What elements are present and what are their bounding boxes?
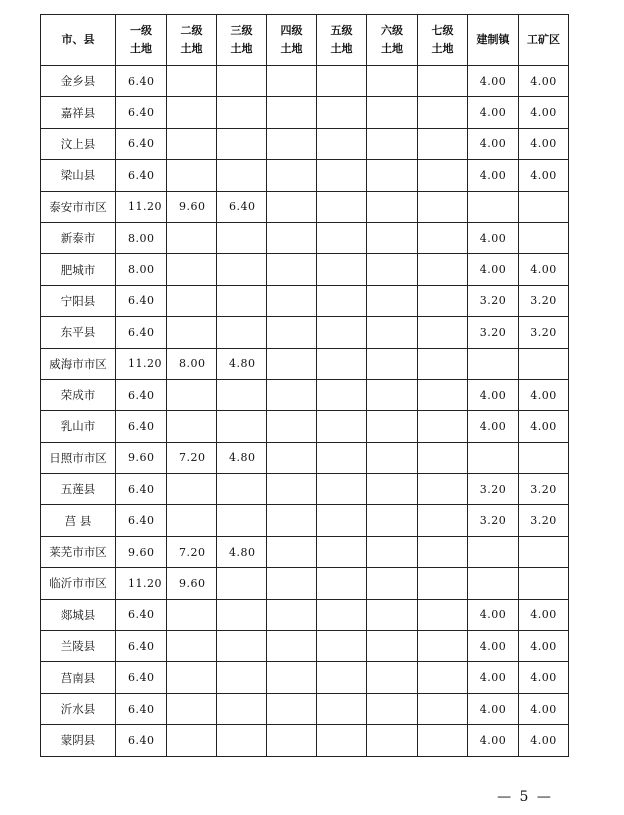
table-row	[41, 222, 569, 253]
level-7-rate-cell	[418, 160, 468, 191]
level-2-rate-cell	[167, 725, 217, 756]
level-1-rate-cell: 6.40	[116, 317, 167, 348]
level-5-rate-cell	[317, 693, 367, 724]
table-row	[41, 662, 569, 693]
level-1-rate-cell: 6.40	[116, 474, 167, 505]
level-1-rate-cell: 11.20	[116, 348, 167, 379]
level-5-rate-cell	[317, 66, 367, 97]
header-text-line-1: 五级	[330, 24, 353, 37]
region-cell: 梁山县	[41, 160, 116, 191]
level-2-rate-cell	[167, 97, 217, 128]
level-1-rate-cell: 6.40	[116, 505, 167, 536]
region-cell: 嘉祥县	[41, 97, 116, 128]
mining-rate-cell: 3.20	[519, 474, 569, 505]
town-rate-cell: 4.00	[468, 599, 519, 630]
region-cell: 荣成市	[41, 379, 116, 410]
header-town	[468, 15, 519, 66]
level-5-rate-cell	[317, 285, 367, 316]
level-6-rate-cell	[367, 599, 418, 630]
header-row	[41, 15, 569, 66]
level-2-rate-cell	[167, 128, 217, 159]
level-4-rate-cell	[267, 599, 317, 630]
table-row	[41, 536, 569, 567]
mining-rate-cell: 3.20	[519, 317, 569, 348]
level-6-rate-cell	[367, 160, 418, 191]
level-3-rate-cell	[217, 662, 267, 693]
level-7-rate-cell	[418, 128, 468, 159]
level-4-rate-cell	[267, 191, 317, 222]
level-4-rate-cell	[267, 411, 317, 442]
header-text-line-1: 二级	[180, 24, 203, 37]
level-4-rate-cell	[267, 505, 317, 536]
level-3-rate-cell: 4.80	[217, 442, 267, 473]
table-row	[41, 317, 569, 348]
mining-rate-cell: 4.00	[519, 693, 569, 724]
mining-rate-cell: 4.00	[519, 411, 569, 442]
level-2-rate-cell	[167, 631, 217, 662]
level-3-rate-cell	[217, 128, 267, 159]
region-cell: 泰安市市区	[41, 191, 116, 222]
table-body	[41, 66, 569, 757]
header-text-line-1: 工矿区	[527, 33, 560, 46]
town-rate-cell: 3.20	[468, 474, 519, 505]
table-row	[41, 379, 569, 410]
town-rate-cell: 4.00	[468, 411, 519, 442]
mining-rate-cell: 3.20	[519, 285, 569, 316]
level-5-rate-cell	[317, 191, 367, 222]
header-text-line-1: 三级	[230, 24, 253, 37]
level-4-rate-cell	[267, 379, 317, 410]
header-text-line-2: 土地	[230, 42, 253, 55]
region-cell: 五莲县	[41, 474, 116, 505]
level-7-rate-cell	[418, 191, 468, 222]
level-1-rate-cell: 6.40	[116, 411, 167, 442]
level-6-rate-cell	[367, 191, 418, 222]
level-1-rate-cell: 6.40	[116, 160, 167, 191]
level-6-rate-cell	[367, 411, 418, 442]
level-3-rate-cell	[217, 222, 267, 253]
mining-rate-cell: 4.00	[519, 66, 569, 97]
table-row	[41, 599, 569, 630]
level-7-rate-cell	[418, 222, 468, 253]
level-7-rate-cell	[418, 568, 468, 599]
region-cell: 日照市市区	[41, 442, 116, 473]
town-rate-cell	[468, 442, 519, 473]
level-7-rate-cell	[418, 97, 468, 128]
town-rate-cell: 4.00	[468, 160, 519, 191]
level-1-rate-cell: 6.40	[116, 662, 167, 693]
level-4-rate-cell	[267, 442, 317, 473]
level-4-rate-cell	[267, 97, 317, 128]
level-6-rate-cell	[367, 348, 418, 379]
level-6-rate-cell	[367, 568, 418, 599]
level-6-rate-cell	[367, 631, 418, 662]
header-text-line-1: 四级	[280, 24, 303, 37]
level-4-rate-cell	[267, 160, 317, 191]
level-2-rate-cell	[167, 66, 217, 97]
level-1-rate-cell: 6.40	[116, 693, 167, 724]
mining-rate-cell: 4.00	[519, 97, 569, 128]
header-region	[41, 15, 116, 66]
level-1-rate-cell: 6.40	[116, 379, 167, 410]
header-level-6	[367, 15, 418, 66]
level-7-rate-cell	[418, 66, 468, 97]
header-text-line-1: 市、县	[61, 33, 95, 46]
level-3-rate-cell	[217, 379, 267, 410]
header-text-line-1: 七级	[431, 24, 454, 37]
level-3-rate-cell: 4.80	[217, 348, 267, 379]
level-5-rate-cell	[317, 474, 367, 505]
level-4-rate-cell	[267, 348, 317, 379]
level-7-rate-cell	[418, 725, 468, 756]
level-2-rate-cell	[167, 379, 217, 410]
level-3-rate-cell	[217, 66, 267, 97]
town-rate-cell: 3.20	[468, 505, 519, 536]
level-7-rate-cell	[418, 411, 468, 442]
level-3-rate-cell	[217, 505, 267, 536]
level-7-rate-cell	[418, 662, 468, 693]
region-cell: 肥城市	[41, 254, 116, 285]
level-1-rate-cell: 11.20	[116, 568, 167, 599]
mining-rate-cell: 4.00	[519, 128, 569, 159]
level-1-rate-cell: 11.20	[116, 191, 167, 222]
header-level-1	[116, 15, 167, 66]
header-text-line-1: 建制镇	[476, 33, 510, 46]
level-3-rate-cell	[217, 725, 267, 756]
level-5-rate-cell	[317, 411, 367, 442]
level-1-rate-cell: 6.40	[116, 128, 167, 159]
town-rate-cell: 3.20	[468, 285, 519, 316]
region-cell: 乳山市	[41, 411, 116, 442]
level-6-rate-cell	[367, 222, 418, 253]
level-5-rate-cell	[317, 379, 367, 410]
mining-rate-cell	[519, 568, 569, 599]
region-cell: 金乡县	[41, 66, 116, 97]
level-3-rate-cell	[217, 631, 267, 662]
town-rate-cell: 4.00	[468, 128, 519, 159]
mining-rate-cell	[519, 191, 569, 222]
town-rate-cell: 4.00	[468, 631, 519, 662]
header-level-3	[217, 15, 267, 66]
header-text-line-1: 六级	[381, 24, 403, 37]
town-rate-cell: 4.00	[468, 222, 519, 253]
region-cell: 蒙阴县	[41, 725, 116, 756]
header-level-5	[317, 15, 367, 66]
level-2-rate-cell	[167, 411, 217, 442]
table-row	[41, 128, 569, 159]
level-2-rate-cell	[167, 254, 217, 285]
table-header	[41, 15, 569, 66]
region-cell: 沂水县	[41, 693, 116, 724]
region-cell: 郯城县	[41, 599, 116, 630]
region-cell: 临沂市市区	[41, 568, 116, 599]
level-7-rate-cell	[418, 442, 468, 473]
table-row	[41, 631, 569, 662]
level-1-rate-cell: 9.60	[116, 536, 167, 567]
level-3-rate-cell	[217, 285, 267, 316]
level-5-rate-cell	[317, 222, 367, 253]
region-cell: 新泰市	[41, 222, 116, 253]
level-2-rate-cell	[167, 505, 217, 536]
table-row	[41, 160, 569, 191]
level-4-rate-cell	[267, 128, 317, 159]
town-rate-cell	[468, 536, 519, 567]
region-cell: 兰陵县	[41, 631, 116, 662]
level-5-rate-cell	[317, 536, 367, 567]
level-3-rate-cell	[217, 599, 267, 630]
header-level-2	[167, 15, 217, 66]
level-4-rate-cell	[267, 317, 317, 348]
region-cell: 威海市市区	[41, 348, 116, 379]
level-6-rate-cell	[367, 66, 418, 97]
region-cell: 宁阳县	[41, 285, 116, 316]
region-cell: 莱芜市市区	[41, 536, 116, 567]
level-6-rate-cell	[367, 442, 418, 473]
level-6-rate-cell	[367, 317, 418, 348]
level-6-rate-cell	[367, 97, 418, 128]
level-7-rate-cell	[418, 348, 468, 379]
header-level-4	[267, 15, 317, 66]
level-5-rate-cell	[317, 160, 367, 191]
level-2-rate-cell: 8.00	[167, 348, 217, 379]
town-rate-cell	[468, 348, 519, 379]
level-2-rate-cell: 9.60	[167, 191, 217, 222]
level-5-rate-cell	[317, 631, 367, 662]
level-7-rate-cell	[418, 505, 468, 536]
table-row	[41, 348, 569, 379]
header-level-7	[418, 15, 468, 66]
mining-rate-cell: 4.00	[519, 379, 569, 410]
level-4-rate-cell	[267, 474, 317, 505]
level-7-rate-cell	[418, 631, 468, 662]
town-rate-cell: 4.00	[468, 662, 519, 693]
level-2-rate-cell: 7.20	[167, 536, 217, 567]
level-1-rate-cell: 8.00	[116, 222, 167, 253]
level-5-rate-cell	[317, 725, 367, 756]
table-row	[41, 568, 569, 599]
level-6-rate-cell	[367, 379, 418, 410]
table-row	[41, 191, 569, 222]
level-5-rate-cell	[317, 599, 367, 630]
level-2-rate-cell	[167, 285, 217, 316]
level-5-rate-cell	[317, 254, 367, 285]
table-row	[41, 693, 569, 724]
level-6-rate-cell	[367, 474, 418, 505]
level-5-rate-cell	[317, 97, 367, 128]
table-row	[41, 411, 569, 442]
level-3-rate-cell	[217, 317, 267, 348]
town-rate-cell: 4.00	[468, 97, 519, 128]
level-7-rate-cell	[418, 536, 468, 567]
table-row	[41, 66, 569, 97]
level-3-rate-cell	[217, 474, 267, 505]
region-cell: 东平县	[41, 317, 116, 348]
region-cell: 莒南县	[41, 662, 116, 693]
level-2-rate-cell	[167, 317, 217, 348]
level-3-rate-cell	[217, 411, 267, 442]
level-1-rate-cell: 8.00	[116, 254, 167, 285]
level-5-rate-cell	[317, 317, 367, 348]
level-2-rate-cell	[167, 160, 217, 191]
level-6-rate-cell	[367, 662, 418, 693]
level-4-rate-cell	[267, 222, 317, 253]
level-2-rate-cell	[167, 222, 217, 253]
level-7-rate-cell	[418, 379, 468, 410]
level-4-rate-cell	[267, 631, 317, 662]
level-6-rate-cell	[367, 505, 418, 536]
land-tax-rate-table	[40, 14, 569, 757]
level-5-rate-cell	[317, 568, 367, 599]
region-cell: 莒 县	[41, 505, 116, 536]
level-7-rate-cell	[418, 254, 468, 285]
level-2-rate-cell: 7.20	[167, 442, 217, 473]
level-7-rate-cell	[418, 285, 468, 316]
level-3-rate-cell	[217, 568, 267, 599]
level-7-rate-cell	[418, 599, 468, 630]
level-5-rate-cell	[317, 662, 367, 693]
level-2-rate-cell: 9.60	[167, 568, 217, 599]
level-3-rate-cell	[217, 97, 267, 128]
level-4-rate-cell	[267, 536, 317, 567]
level-5-rate-cell	[317, 128, 367, 159]
level-1-rate-cell: 9.60	[116, 442, 167, 473]
mining-rate-cell: 4.00	[519, 631, 569, 662]
level-6-rate-cell	[367, 725, 418, 756]
town-rate-cell: 4.00	[468, 725, 519, 756]
level-6-rate-cell	[367, 128, 418, 159]
header-text-line-2: 土地	[180, 42, 203, 55]
level-1-rate-cell: 6.40	[116, 97, 167, 128]
header-text-line-2: 土地	[280, 42, 303, 55]
level-7-rate-cell	[418, 474, 468, 505]
level-7-rate-cell	[418, 693, 468, 724]
level-6-rate-cell	[367, 254, 418, 285]
level-4-rate-cell	[267, 568, 317, 599]
mining-rate-cell: 4.00	[519, 725, 569, 756]
mining-rate-cell	[519, 222, 569, 253]
town-rate-cell: 4.00	[468, 693, 519, 724]
level-7-rate-cell	[418, 317, 468, 348]
level-4-rate-cell	[267, 66, 317, 97]
level-3-rate-cell	[217, 693, 267, 724]
level-1-rate-cell: 6.40	[116, 631, 167, 662]
header-mining-area	[519, 15, 569, 66]
level-3-rate-cell: 6.40	[217, 191, 267, 222]
table-row	[41, 474, 569, 505]
region-cell: 汶上县	[41, 128, 116, 159]
level-2-rate-cell	[167, 693, 217, 724]
level-2-rate-cell	[167, 474, 217, 505]
town-rate-cell: 4.00	[468, 379, 519, 410]
level-5-rate-cell	[317, 348, 367, 379]
level-4-rate-cell	[267, 254, 317, 285]
level-4-rate-cell	[267, 693, 317, 724]
header-text-line-1: 一级	[130, 24, 152, 37]
level-4-rate-cell	[267, 725, 317, 756]
table-row	[41, 725, 569, 756]
level-3-rate-cell	[217, 254, 267, 285]
table-row	[41, 442, 569, 473]
mining-rate-cell	[519, 348, 569, 379]
level-3-rate-cell	[217, 160, 267, 191]
table-row	[41, 285, 569, 316]
level-1-rate-cell: 6.40	[116, 599, 167, 630]
level-4-rate-cell	[267, 662, 317, 693]
level-5-rate-cell	[317, 505, 367, 536]
mining-rate-cell: 3.20	[519, 505, 569, 536]
table-row	[41, 505, 569, 536]
header-text-line-2: 土地	[431, 42, 454, 55]
table-row	[41, 97, 569, 128]
town-rate-cell: 4.00	[468, 66, 519, 97]
header-text-line-2: 土地	[330, 42, 353, 55]
level-1-rate-cell: 6.40	[116, 725, 167, 756]
town-rate-cell	[468, 568, 519, 599]
level-5-rate-cell	[317, 442, 367, 473]
level-2-rate-cell	[167, 599, 217, 630]
town-rate-cell	[468, 191, 519, 222]
header-text-line-2: 土地	[130, 42, 152, 55]
header-text-line-2: 土地	[381, 42, 403, 55]
table-row	[41, 254, 569, 285]
level-1-rate-cell: 6.40	[116, 285, 167, 316]
level-4-rate-cell	[267, 285, 317, 316]
town-rate-cell: 4.00	[468, 254, 519, 285]
level-2-rate-cell	[167, 662, 217, 693]
mining-rate-cell: 4.00	[519, 160, 569, 191]
mining-rate-cell	[519, 442, 569, 473]
mining-rate-cell: 4.00	[519, 662, 569, 693]
mining-rate-cell: 4.00	[519, 599, 569, 630]
level-6-rate-cell	[367, 285, 418, 316]
mining-rate-cell	[519, 536, 569, 567]
page-number: — 5 —	[497, 789, 553, 805]
mining-rate-cell: 4.00	[519, 254, 569, 285]
town-rate-cell: 3.20	[468, 317, 519, 348]
level-1-rate-cell: 6.40	[116, 66, 167, 97]
level-6-rate-cell	[367, 693, 418, 724]
level-6-rate-cell	[367, 536, 418, 567]
level-3-rate-cell: 4.80	[217, 536, 267, 567]
